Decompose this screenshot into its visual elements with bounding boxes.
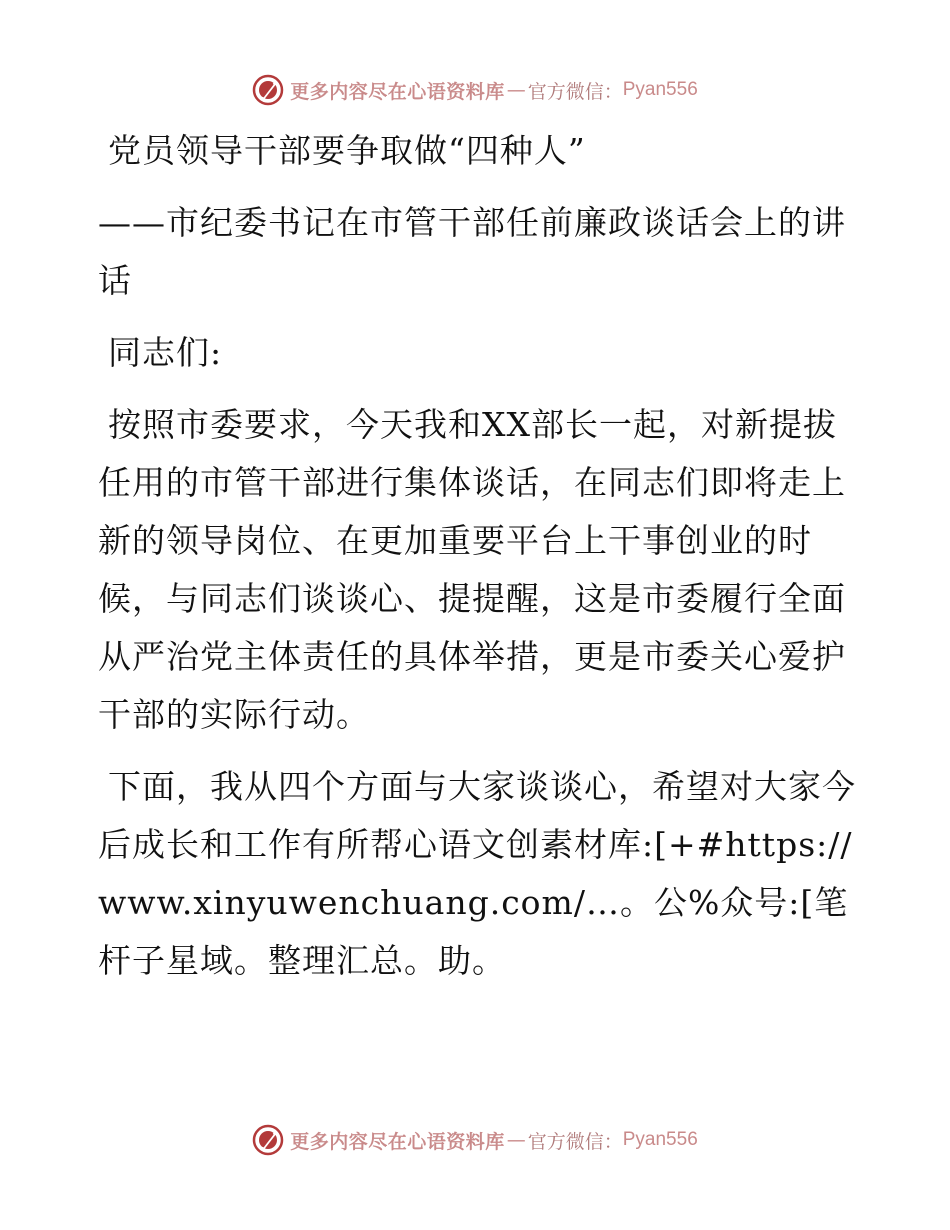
banner-main-text: 更多内容尽在心语资料库 [290,80,505,103]
document-body [98,122,858,994]
quill-pen-logo-icon [252,74,284,106]
banner-wechat-id: Pyan556 [622,1129,698,1150]
document-salutation: 同志们: [108,333,223,372]
header-watermark-banner [0,70,950,110]
paragraph-2: 下面，我从四个方面与大家谈谈心，希望对大家今后成长和工作有所帮心语文创素材库:[+#https://www.xinyuwenchuang.com/…。公%众号:[笔杆子星域。整理汇总。助。 [98,767,856,980]
banner-dash: — [506,79,526,101]
banner-wechat-label: 官方微信： [527,1130,623,1153]
document-title: 党员领导干部要争取做“四种人” [108,131,586,170]
quill-pen-logo-icon [252,1124,284,1156]
banner-main-text: 更多内容尽在心语资料库 [290,1130,505,1153]
document-subtitle: ——市纪委书记在市管干部任前廉政谈话会上的讲话 [98,203,846,300]
banner-wechat-id: Pyan556 [622,79,698,100]
banner-dash: — [506,1129,526,1151]
paragraph-1: 按照市委要求，今天我和XX部长一起，对新提拔任用的市管干部进行集体谈话，在同志们即将走上新的领导岗位、在更加重要平台上干事创业的时候，与同志们谈谈心、提提醒，这是市委履行全面从严治党主体责任的具体举措，更是市委关心爱护干部的实际行动。 [98,405,846,734]
banner-wechat-label: 官方微信： [527,80,623,103]
footer-watermark-banner [0,1120,950,1160]
